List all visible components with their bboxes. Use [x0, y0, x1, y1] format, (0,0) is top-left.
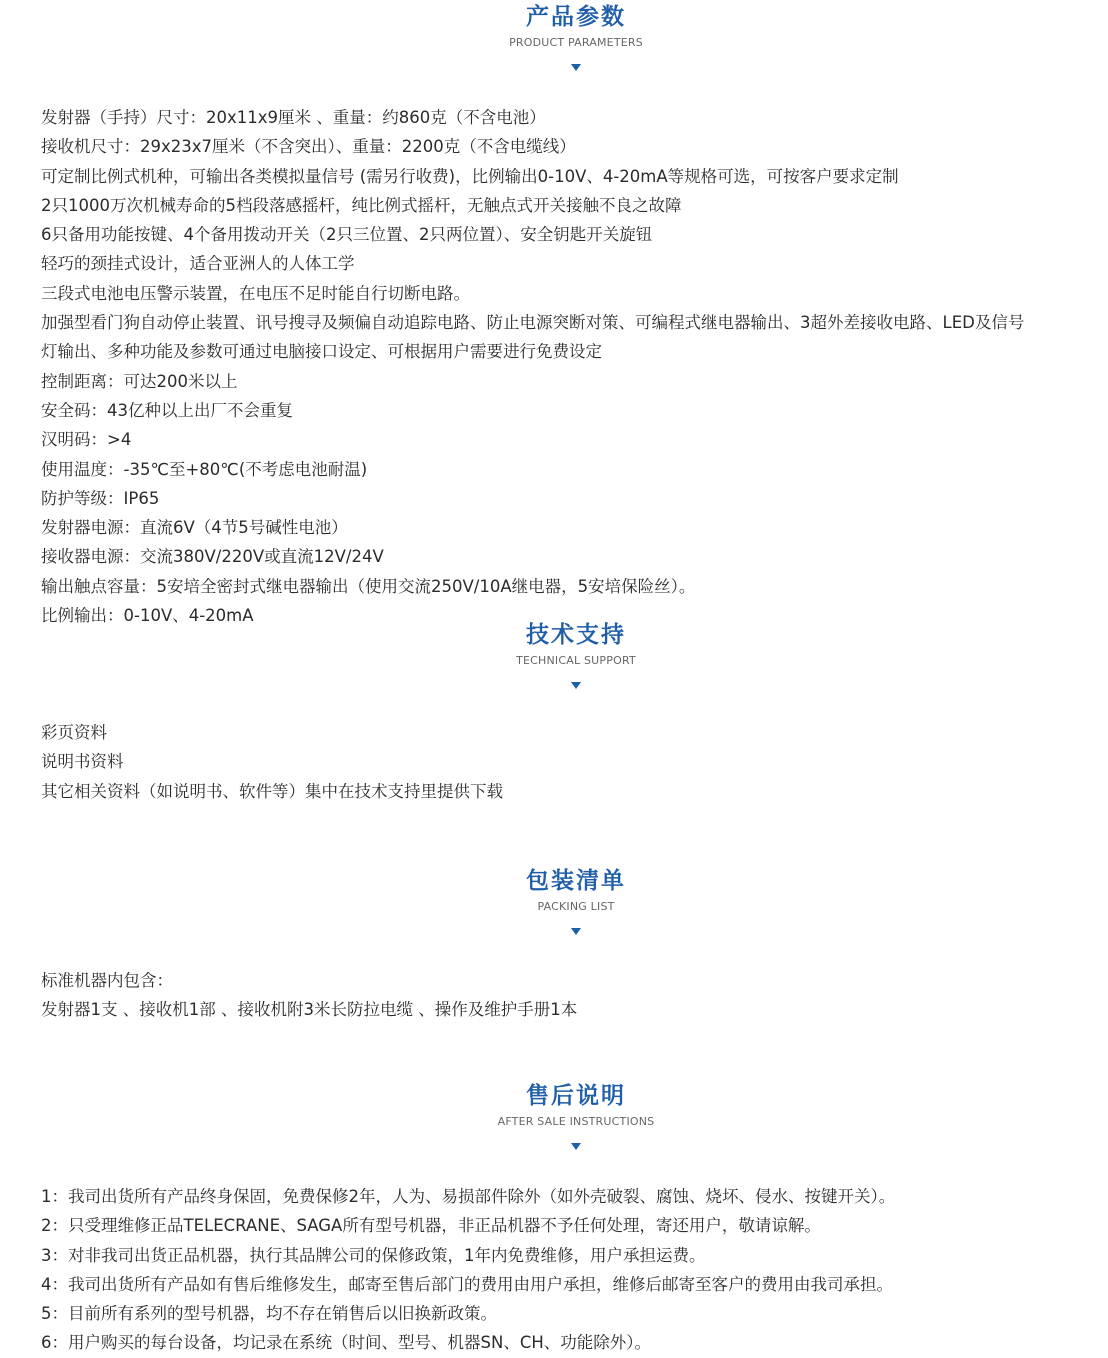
list-item: 控制距离：可达200米以上	[41, 371, 238, 391]
packing-section-title: 包装清单	[526, 868, 626, 894]
list-item: 1：我司出货所有产品终身保固，免费保修2年，人为、易损部件除外（如外壳破裂、腐蚀、烧坏、侵水、按键开关）。	[41, 1187, 896, 1206]
list-item: 输出触点容量：5安培全密封式继电器输出（使用交流250V/10A继电器，5安培保险丝）。	[41, 576, 696, 596]
packing-section-subtitle: PACKING LIST	[537, 900, 615, 913]
packing-section-header	[0, 866, 1108, 935]
params-section-subtitle: PRODUCT PARAMETERS	[509, 36, 643, 49]
list-item: 发射器（手持）尺寸：20x11x9厘米 、重量：约860克（不含电池）	[41, 108, 546, 127]
list-item: 发射器1支 、接收机1部 、接收机附3米长防拉电缆 、操作及维护手册1本	[41, 1000, 578, 1020]
aftersale-section-title: 售后说明	[526, 1083, 626, 1109]
list-item: 比例输出：0-10V、4-20mA	[41, 606, 254, 626]
list-item: 三段式电池电压警示装置，在电压不足时能自行切断电路。	[41, 283, 470, 303]
list-item: 汉明码：>4	[41, 430, 132, 450]
packing-list	[41, 966, 577, 1025]
caret-down-icon	[571, 928, 581, 935]
list-item: 使用温度：-35℃至+80℃(不考虑电池耐温)	[41, 459, 368, 479]
list-item: 3：对非我司出货正品机器，执行其品牌公司的保修政策，1年内免费维修，用户承担运费。	[41, 1245, 706, 1265]
list-item: 5：目前所有系列的型号机器，均不存在销售后以旧换新政策。	[41, 1304, 497, 1324]
caret-down-icon	[571, 682, 581, 689]
aftersale-section-header	[0, 1081, 1108, 1150]
list-item: 加强型看门狗自动停止装置、讯号搜寻及频偏自动追踪电路、防止电源突断对策、可编程式继电器输出、3超外差接收电路、LED及信号	[41, 313, 1025, 333]
list-item: 6只备用功能按键、4个备用拨动开关（2只三位置、2只两位置）、安全钥匙开关旋钮	[41, 225, 653, 245]
support-section-title: 技术支持	[526, 622, 626, 648]
support-list	[41, 718, 503, 806]
list-item: 灯输出、多种功能及参数可通过电脑接口设定、可根据用户需要进行免费设定	[41, 342, 602, 362]
list-item: 6：用户购买的每台设备，均记录在系统（时间、型号、机器SN、CH、功能除外）。	[41, 1333, 651, 1353]
list-item: 发射器电源：直流6V（4节5号碱性电池）	[41, 518, 348, 538]
params-section-header	[0, 2, 1108, 71]
caret-down-icon	[571, 64, 581, 71]
list-item: 彩页资料	[41, 723, 107, 742]
list-item: 2只1000万次机械寿命的5档段落感摇杆，纯比例式摇杆，无触点式开关接触不良之故障	[41, 195, 682, 215]
list-item: 安全码：43亿种以上出厂不会重复	[41, 400, 293, 420]
list-item: 轻巧的颈挂式设计，适合亚洲人的人体工学	[41, 254, 355, 274]
params-section-title: 产品参数	[526, 4, 626, 30]
list-item: 接收器电源：交流380V/220V或直流12V/24V	[41, 547, 384, 567]
support-section-header	[0, 620, 1108, 689]
aftersale-list	[41, 1182, 895, 1358]
list-item: 其它相关资料（如说明书、软件等）集中在技术支持里提供下载	[41, 781, 503, 801]
params-list	[41, 103, 1024, 630]
list-item: 2：只受理维修正品TELECRANE、SAGA所有型号机器，非正品机器不予任何处理，寄还用户，敬请谅解。	[41, 1216, 821, 1236]
list-item: 说明书资料	[41, 752, 124, 772]
list-item: 标准机器内包含：	[41, 971, 173, 990]
list-item: 可定制比例式机种，可输出各类模拟量信号 (需另行收费)，比例输出0-10V、4-20mA等规格可选，可按客户要求定制	[41, 166, 899, 186]
support-section-subtitle: TECHNICAL SUPPORT	[516, 654, 636, 667]
list-item: 防护等级：IP65	[41, 488, 160, 508]
aftersale-section-subtitle: AFTER SALE INSTRUCTIONS	[497, 1115, 655, 1128]
list-item: 4：我司出货所有产品如有售后维修发生，邮寄至售后部门的费用由用户承担，维修后邮寄至客户的费用由我司承担。	[41, 1274, 893, 1294]
caret-down-icon	[571, 1143, 581, 1150]
list-item: 接收机尺寸：29x23x7厘米（不含突出）、重量：2200克（不含电缆线）	[41, 137, 576, 157]
